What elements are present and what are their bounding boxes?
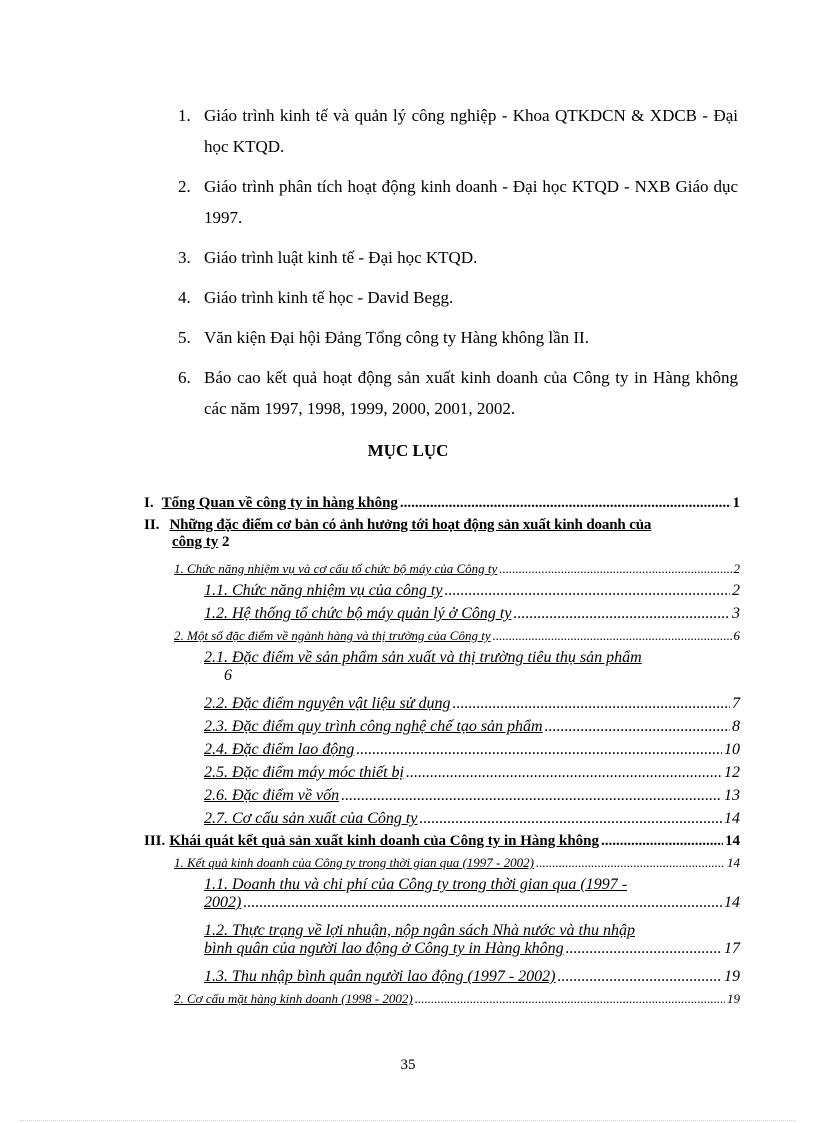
toc-entry-label[interactable]: 2.5. Đặc điểm máy móc thiết bị	[204, 764, 404, 781]
toc-page-number: 2	[733, 561, 740, 576]
toc-heading: MỤC LỤC	[367, 441, 449, 460]
toc-entry-3-1-3[interactable]	[144, 968, 740, 991]
toc-entry-label[interactable]: 2. Cơ cấu mặt hàng kinh doanh (1998 - 2002)	[174, 991, 413, 1006]
toc-entry-section-2[interactable]	[144, 517, 740, 561]
toc-entry-label[interactable]: 1. Chức năng nhiệm vụ và cơ cấu tổ chức bộ máy của Công ty	[174, 561, 498, 576]
toc-leader-dots	[400, 495, 731, 512]
toc-roman-numeral: I.	[144, 495, 154, 511]
toc-entry-label[interactable]: 2.1. Đặc điểm về sản phẩm sản xuất và thị trường tiêu thụ sản phẩm	[204, 649, 642, 666]
toc-page-number: 3	[732, 605, 740, 622]
toc-entry-label[interactable]: 2.2. Đặc điểm nguyên vật liệu sử dụng	[204, 695, 451, 712]
reference-item	[178, 322, 738, 353]
toc-entry-label[interactable]: 1.1. Chức năng nhiệm vụ của công ty	[204, 582, 443, 599]
toc-entry-2-2-6[interactable]	[144, 787, 740, 810]
toc-entry-3-1[interactable]	[144, 855, 740, 876]
toc-page-number: 19	[727, 991, 740, 1006]
toc-roman-numeral: III.	[144, 833, 166, 849]
reference-text: Giáo trình luật kinh tế - Đại học KTQD.	[204, 248, 478, 267]
reference-number: 5.	[178, 328, 191, 347]
reference-text: Giáo trình kinh tế học - David Begg.	[204, 288, 454, 307]
page-bottom-divider	[20, 1120, 796, 1121]
toc-entry-label[interactable]: Tổng Quan về công ty in hàng không	[161, 495, 398, 511]
toc-leader-dots	[536, 855, 725, 871]
toc-page-number: 14	[727, 855, 740, 870]
toc-entry-label[interactable]: Khái quát kết quả sản xuất kinh doanh của Công ty in Hàng không	[169, 833, 600, 849]
toc-page-number: 7	[732, 695, 740, 712]
toc-entry-label[interactable]: Những đặc điểm cơ bản có ảnh hưởng tới hoạt động sản xuất kinh doanh của	[169, 517, 652, 533]
toc-leader-dots	[356, 741, 722, 759]
toc-leader-dots	[513, 605, 730, 623]
toc-leader-dots	[499, 561, 731, 577]
reference-list	[178, 100, 738, 433]
toc-entry-2-2[interactable]	[144, 628, 740, 649]
toc-page-number: 8	[732, 718, 740, 735]
table-of-contents	[144, 495, 740, 1012]
toc-entry-2-2-4[interactable]	[144, 741, 740, 764]
toc-page-number: 12	[724, 764, 740, 781]
toc-page-number: 10	[724, 741, 740, 758]
toc-leader-dots	[566, 940, 722, 958]
toc-leader-dots	[493, 628, 732, 644]
toc-roman-numeral: II.	[144, 517, 160, 533]
toc-entry-3-1-2[interactable]	[144, 922, 740, 968]
reference-text: Giáo trình kinh tế và quản lý công nghiệp - Khoa QTKDCN & XDCB - Đại học KTQD.	[204, 106, 738, 156]
toc-entry-3-2[interactable]	[144, 991, 740, 1012]
toc-entry-2-2-2[interactable]	[144, 695, 740, 718]
reference-text: Văn kiện Đại hội Đảng Tổng công ty Hàng không lần II.	[204, 328, 589, 347]
toc-entry-label[interactable]: 1.2. Hệ thống tổ chức bộ máy quản lý ở Công ty	[204, 605, 512, 622]
reference-text: Báo cao kết quả hoạt động sản xuất kinh doanh của Công ty in Hàng không các năm 1997, 1998, 1999, 2000, 2001, 2002.	[204, 368, 738, 418]
toc-entry-2-1-2[interactable]	[144, 605, 740, 628]
toc-leader-dots	[452, 695, 730, 713]
toc-entry-label-continued[interactable]: 2002)	[204, 894, 242, 911]
toc-entry-section-1[interactable]	[144, 495, 740, 517]
reference-item	[178, 242, 738, 273]
toc-page-number: 1	[732, 495, 740, 511]
toc-entry-2-2-7[interactable]	[144, 810, 740, 833]
toc-page-number: 14	[724, 894, 740, 911]
toc-entry-label[interactable]: 2.4. Đặc điểm lao động	[204, 741, 355, 758]
toc-entry-label[interactable]: 2.3. Đặc điểm quy trình công nghệ chế tạo sản phẩm	[204, 718, 543, 735]
reference-number: 1.	[178, 106, 191, 125]
toc-entry-label[interactable]: 1. Kết quả kinh doanh của Công ty trong thời gian qua (1997 - 2002)	[174, 855, 534, 870]
toc-entry-label[interactable]: 1.3. Thu nhập bình quân người lao động (1997 - 2002)	[204, 968, 556, 985]
reference-number: 3.	[178, 248, 191, 267]
toc-page-number: 19	[724, 968, 740, 985]
toc-entry-2-1-1[interactable]	[144, 582, 740, 605]
toc-leader-dots	[557, 968, 722, 986]
toc-page-number: 6	[224, 667, 232, 684]
toc-page-number: 14	[725, 833, 740, 849]
toc-leader-dots	[444, 582, 730, 600]
toc-leader-dots	[243, 894, 722, 912]
toc-entry-3-1-1[interactable]	[144, 876, 740, 922]
toc-page-number: 6	[733, 628, 740, 643]
toc-page-number: 17	[724, 940, 740, 957]
toc-page-number: 13	[724, 787, 740, 804]
toc-leader-dots	[341, 787, 722, 805]
reference-number: 6.	[178, 368, 191, 387]
reference-text: Giáo trình phân tích hoạt động kinh doanh - Đại học KTQD - NXB Giáo dục 1997.	[204, 177, 738, 227]
toc-entry-label[interactable]: 1.2. Thực trạng về lợi nhuận, nộp ngân sách Nhà nước và thu nhập	[204, 922, 635, 939]
reference-number: 2.	[178, 177, 191, 196]
toc-entry-label[interactable]: 2.7. Cơ cấu sản xuất của Công ty	[204, 810, 418, 827]
toc-leader-dots	[415, 991, 725, 1007]
reference-item	[178, 171, 738, 233]
toc-entry-2-2-3[interactable]	[144, 718, 740, 741]
toc-entry-2-2-5[interactable]	[144, 764, 740, 787]
toc-entry-label[interactable]: 2.6. Đặc điểm về vốn	[204, 787, 340, 804]
toc-entry-label-continued[interactable]: công ty	[172, 534, 219, 550]
toc-leader-dots	[406, 764, 722, 782]
toc-page-number: 2	[222, 534, 230, 550]
reference-item	[178, 100, 738, 162]
toc-leader-dots	[545, 718, 730, 736]
toc-page-number: 2	[732, 582, 740, 599]
reference-item	[178, 362, 738, 424]
reference-number: 4.	[178, 288, 191, 307]
toc-leader-dots	[419, 810, 722, 828]
page-number: 35	[400, 1057, 416, 1073]
toc-entry-2-2-1[interactable]	[144, 649, 740, 695]
toc-entry-2-1[interactable]	[144, 561, 740, 582]
toc-entry-label[interactable]: 2. Một số đặc điểm về ngành hàng và thị trường của Công ty	[174, 628, 491, 643]
toc-entry-label-continued[interactable]: bình quân của người lao động ở Công ty in Hàng không	[204, 940, 564, 957]
reference-item	[178, 282, 738, 313]
toc-entry-section-3[interactable]	[144, 833, 740, 855]
toc-leader-dots	[601, 833, 723, 850]
toc-entry-label[interactable]: 1.1. Doanh thu và chi phí của Công ty trong thời gian qua (1997 -	[204, 876, 628, 893]
toc-page-number: 14	[724, 810, 740, 827]
